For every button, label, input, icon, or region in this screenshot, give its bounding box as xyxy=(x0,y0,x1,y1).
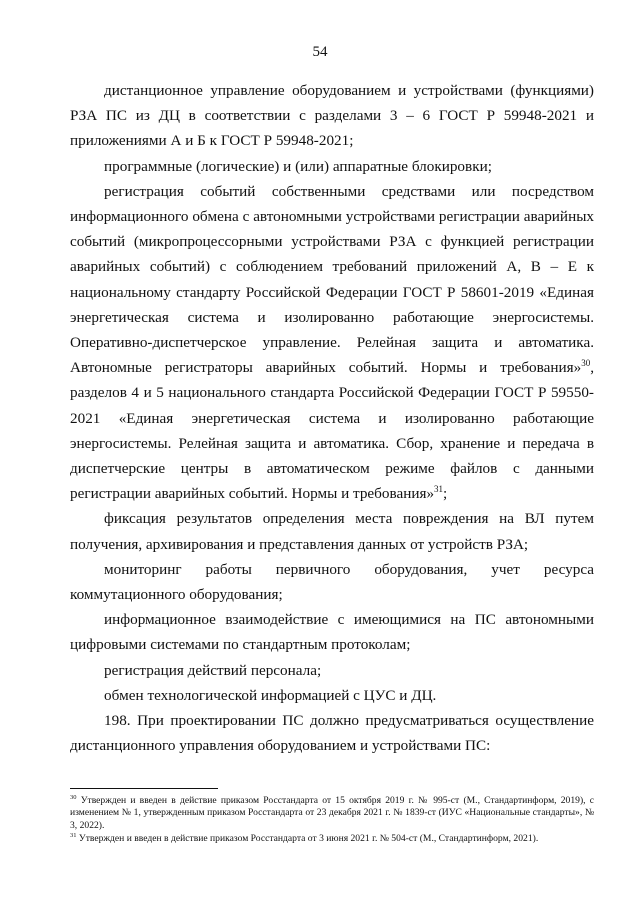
footnote-ref: 31 xyxy=(434,484,444,495)
footnote-text: Утвержден и введен в действие приказом Росстандарта от 15 октября 2019 г. № 995-ст (М., Стандартинформ, 2019), с изменением № 1, утвержденным приказом Росстандарта от 23 декабря 2021 г. № 1839-ст (ИУС «Национальные стандарты», № 3, 2022). xyxy=(70,795,594,831)
paragraph: информационное взаимодействие с имеющимися на ПС автономными цифровыми системами по стандартным протоколам; xyxy=(70,611,594,654)
paragraph-text: ; xyxy=(443,485,448,503)
footnote-divider xyxy=(70,788,218,789)
paragraph: программные (логические) и (или) аппаратные блокировки; xyxy=(104,157,492,175)
paragraph: фиксация результатов определения места повреждения на ВЛ путем получения, архивирования и представления данных от устройств РЗА; xyxy=(70,510,594,553)
paragraph-text: , разделов 4 и 5 национального стандарта Российской Федерации ГОСТ Р 59550-2021 «Единая энергетическая система и изолированно работающие энергосистемы. Релейная защита и автоматика. Сбор, хранение и передача в диспетчерские центры в автоматическом режиме файлов с данными регистрации аварийных событий. Нормы и требования» xyxy=(70,359,594,503)
footnote-mark: 30 xyxy=(70,793,77,801)
footnote-mark: 31 xyxy=(70,832,77,840)
footnotes xyxy=(70,795,594,847)
paragraph: 198. При проектировании ПС должно предусматриваться осуществление дистанционного управления оборудованием и устройствами ПС: xyxy=(70,712,594,755)
footnote xyxy=(70,795,594,832)
footnote-ref: 30 xyxy=(581,358,591,369)
paragraph xyxy=(70,179,594,507)
footnote-text: Утвержден и введен в действие приказом Росстандарта от 3 июня 2021 г. № 504-ст (М., Стандартинформ, 2021). xyxy=(76,833,539,845)
body-text xyxy=(70,78,594,758)
paragraph: обмен технологической информацией с ЦУС и ДЦ. xyxy=(104,686,437,704)
paragraph: дистанционное управление оборудованием и устройствами (функциями) РЗА ПС из ДЦ в соответствии с разделами 3 – 6 ГОСТ Р 59948-2021 и приложениями А и Б к ГОСТ Р 59948-2021; xyxy=(70,82,594,150)
paragraph: регистрация действий персонала; xyxy=(104,661,322,679)
paragraph: мониторинг работы первичного оборудования, учет ресурса коммутационного оборудования; xyxy=(70,560,594,604)
paragraph-text: регистрация событий собственными средствами или посредством информационного обмена с автономными устройствами регистрации аварийных событий (микропроцессорными устройствами РЗА с функцией регистрации аварийных событий) с соблюдением требований приложений А, В – Е к национальному стандарту Российской Федерации ГОСТ Р 58601-2019 «Единая энергетическая система и изолированно работающие энергосистемы. Оперативно-диспетчерское управление. Релейная защита и автоматика. Автономные регистраторы аварийных событий. Нормы и требования» xyxy=(70,182,594,377)
footnote xyxy=(70,833,594,845)
page-number: 54 xyxy=(312,44,328,60)
